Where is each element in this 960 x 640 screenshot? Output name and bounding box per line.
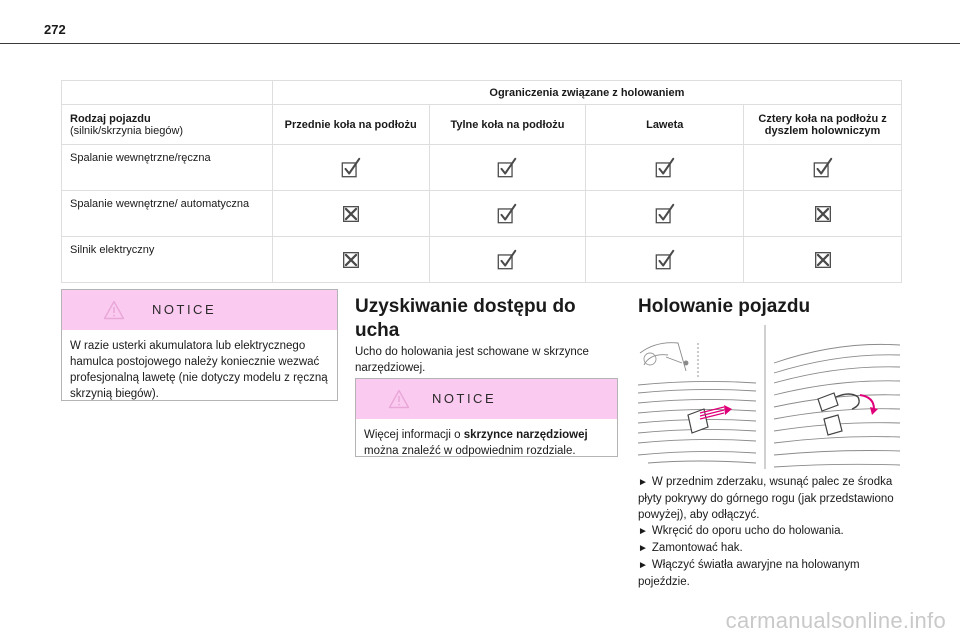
header-divider — [0, 43, 960, 44]
table-row — [62, 145, 902, 191]
towing-status-cell — [586, 191, 744, 237]
section-title-towing: Holowanie pojazdu — [638, 296, 811, 317]
checkmark-allowed-icon — [340, 157, 362, 179]
towing-step — [638, 557, 903, 590]
table-empty-corner — [62, 81, 273, 105]
notice-header — [62, 290, 337, 330]
vehicle-type-title: Rodzaj pojazdu — [70, 113, 151, 125]
towing-status-cell — [744, 145, 902, 191]
towing-status-cell — [586, 145, 744, 191]
cross-not-allowed-icon — [812, 203, 834, 225]
page-number: 272 — [44, 22, 66, 37]
tow-eye-cover-illustration — [638, 323, 900, 471]
vehicle-type-label: Spalanie wewnętrzne/ automatyczna — [62, 191, 273, 237]
table-row — [62, 191, 902, 237]
notice-title: NOTICE — [152, 302, 217, 317]
towing-status-cell — [429, 237, 586, 283]
access-text: Ucho do holowania jest schowane w skrzynce narzędziowej. — [355, 346, 589, 374]
notice-box-toolbox — [355, 378, 618, 457]
table-group-header: Ograniczenia związane z holowaniem — [272, 81, 901, 105]
checkmark-allowed-icon — [812, 157, 834, 179]
cross-not-allowed-icon — [340, 249, 362, 271]
notice-text-part: Więcej informacji o — [364, 429, 464, 441]
towing-step — [638, 474, 903, 523]
towing-restrictions-table — [61, 80, 902, 283]
checkmark-allowed-icon — [654, 157, 676, 179]
towing-steps-list — [638, 474, 903, 590]
towing-status-cell — [272, 237, 429, 283]
notice-text: W razie usterki akumulatora lub elektrycznego hamulca postojowego należy koniecznie wezwać profesjonalną lawetę (nie dotyczy modelu z ręczną skrzynią biegów). — [70, 340, 328, 400]
notice-header — [356, 379, 617, 419]
toolbox-link-text: skrzynce narzędziowej — [463, 429, 588, 441]
bullet-arrow-icon: ► — [638, 543, 648, 554]
towing-step-text: Zamontować hak. — [651, 542, 743, 554]
towing-status-cell — [586, 237, 744, 283]
checkmark-allowed-icon — [496, 157, 518, 179]
vehicle-type-header — [62, 105, 273, 145]
vehicle-type-label: Spalanie wewnętrzne/ręczna — [62, 145, 273, 191]
towing-step — [638, 523, 903, 540]
column-header: Cztery koła na podłożu z dyszlem holowniczym — [744, 105, 902, 145]
checkmark-allowed-icon — [496, 203, 518, 225]
checkmark-allowed-icon — [654, 249, 676, 271]
towing-step-text: W przednim zderzaku, wsunąć palec ze środka płyty pokrywy do górnego rogu (jak przedstawiono powyżej), aby odłączyć. — [638, 476, 894, 521]
bullet-arrow-icon: ► — [638, 560, 648, 571]
notice-text-part: można znaleźć w odpowiednim rozdziale. — [364, 445, 576, 457]
towing-status-cell — [272, 191, 429, 237]
towing-status-cell — [744, 191, 902, 237]
column-header: Laweta — [586, 105, 744, 145]
table-row — [62, 237, 902, 283]
checkmark-allowed-icon — [654, 203, 676, 225]
bullet-arrow-icon: ► — [638, 526, 648, 537]
vehicle-type-label: Silnik elektryczny — [62, 237, 273, 283]
vehicle-type-subtitle: (silnik/skrzynia biegów) — [70, 125, 184, 137]
towing-step — [638, 540, 903, 557]
cross-not-allowed-icon — [812, 249, 834, 271]
warning-triangle-icon — [103, 300, 125, 320]
notice-text — [356, 419, 617, 459]
cross-not-allowed-icon — [340, 203, 362, 225]
towing-status-cell — [429, 145, 586, 191]
watermark: carmanualsonline.info — [725, 608, 946, 633]
section-title-access: Uzyskiwanie dostępu do ucha — [355, 296, 576, 341]
column-header: Tylne koła na podłożu — [429, 105, 586, 145]
column-header: Przednie koła na podłożu — [272, 105, 429, 145]
notice-box — [61, 289, 338, 401]
towing-status-cell — [272, 145, 429, 191]
checkmark-allowed-icon — [496, 249, 518, 271]
towing-status-cell — [429, 191, 586, 237]
towing-step-text: Włączyć światła awaryjne na holowanym pojeździe. — [638, 559, 860, 588]
towing-step-text: Wkręcić do oporu ucho do holowania. — [651, 525, 844, 537]
towing-status-cell — [744, 237, 902, 283]
warning-triangle-icon — [388, 389, 410, 409]
bullet-arrow-icon: ► — [638, 477, 648, 488]
notice-title: NOTICE — [432, 391, 497, 406]
